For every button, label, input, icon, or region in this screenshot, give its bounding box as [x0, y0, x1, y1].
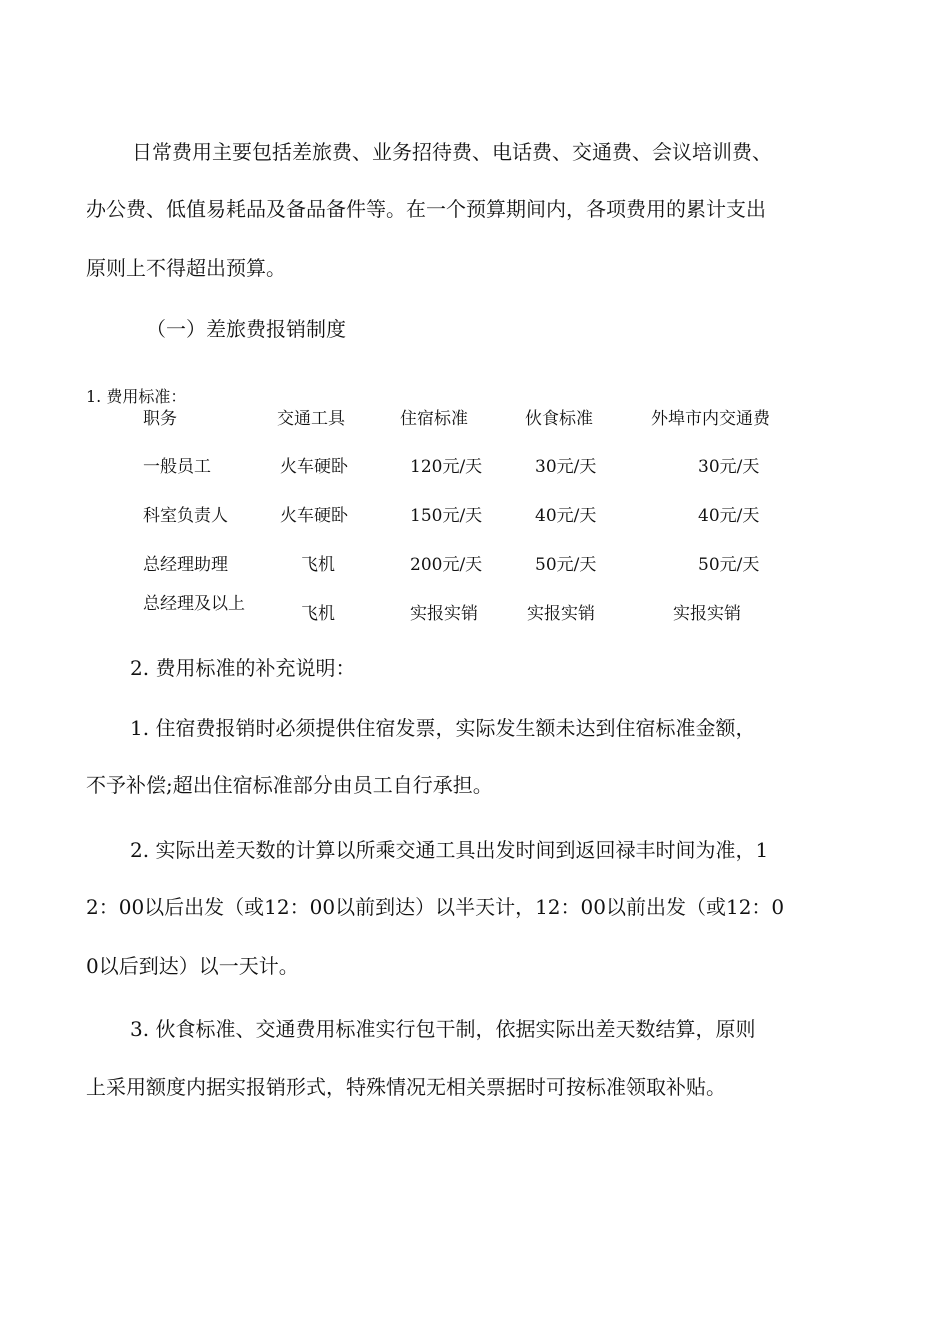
table-cell: 火车硬卧	[280, 457, 348, 477]
table-cell: 总经理及以上	[143, 594, 245, 614]
table-cell: 30元/天	[698, 457, 760, 477]
note-3-line-2: 上采用额度内据实报销形式，特殊情况无相关票据时可按标准领取补贴。	[86, 1075, 726, 1099]
table-cell: 30元/天	[535, 457, 597, 477]
table-cell: 总经理助理	[143, 555, 228, 575]
standards-label: 1. 费用标准：	[86, 387, 187, 406]
header-cell: 住宿标准	[400, 409, 468, 429]
table-cell: 火车硬卧	[280, 506, 348, 526]
table-cell: 一般员工	[143, 457, 211, 477]
note-2-line-1: 2. 实际出差天数的计算以所乘交通工具出发时间到返回禄丰时间为准，1	[130, 838, 769, 862]
table-cell: 飞机	[301, 604, 335, 624]
table-cell: 40元/天	[698, 506, 760, 526]
table-cell: 200元/天	[410, 555, 483, 575]
table-header-row	[0, 407, 950, 435]
note-2-line-3: 0以后到达）以一天计。	[86, 954, 299, 978]
intro-line-1: 日常费用主要包括差旅费、业务招待费、电话费、交通费、会议培训费、	[132, 140, 772, 164]
table-row	[0, 592, 950, 624]
table-cell: 40元/天	[535, 506, 597, 526]
note-2-line-2: 2：00以后出发（或12：00以前到达）以半天计，12：00以前出发（或12：0	[86, 895, 785, 919]
table-cell: 150元/天	[410, 506, 483, 526]
table-cell: 实报实销	[410, 604, 478, 624]
note-1-line-2: 不予补偿;超出住宿标准部分由员工自行承担。	[86, 773, 493, 797]
table-cell: 实报实销	[527, 604, 595, 624]
table-cell: 50元/天	[698, 555, 760, 575]
note-3-line-1: 3. 伙食标准、交通费用标准实行包干制，依据实际出差天数结算，原则	[130, 1017, 756, 1041]
note-1-line-1: 1. 住宿费报销时必须提供住宿发票，实际发生额未达到住宿标准金额，	[130, 716, 756, 740]
intro-line-3: 原则上不得超出预算。	[86, 256, 286, 280]
table-cell: 科室负责人	[143, 506, 228, 526]
intro-line-2: 办公费、低值易耗品及备品备件等。在一个预算期间内，各项费用的累计支出	[86, 197, 766, 221]
header-cell: 外埠市内交通费	[651, 409, 770, 429]
section-heading: （一）差旅费报销制度	[146, 317, 346, 341]
supplement-heading: 2. 费用标准的补充说明：	[130, 656, 356, 680]
table-cell: 飞机	[301, 555, 335, 575]
header-cell: 交通工具	[277, 409, 345, 429]
table-cell: 50元/天	[535, 555, 597, 575]
table-cell: 120元/天	[410, 457, 483, 477]
table-row	[0, 504, 950, 532]
table-row	[0, 455, 950, 483]
table-row	[0, 553, 950, 581]
header-cell: 职务	[143, 409, 177, 429]
header-cell: 伙食标准	[525, 409, 593, 429]
table-cell: 实报实销	[673, 604, 741, 624]
